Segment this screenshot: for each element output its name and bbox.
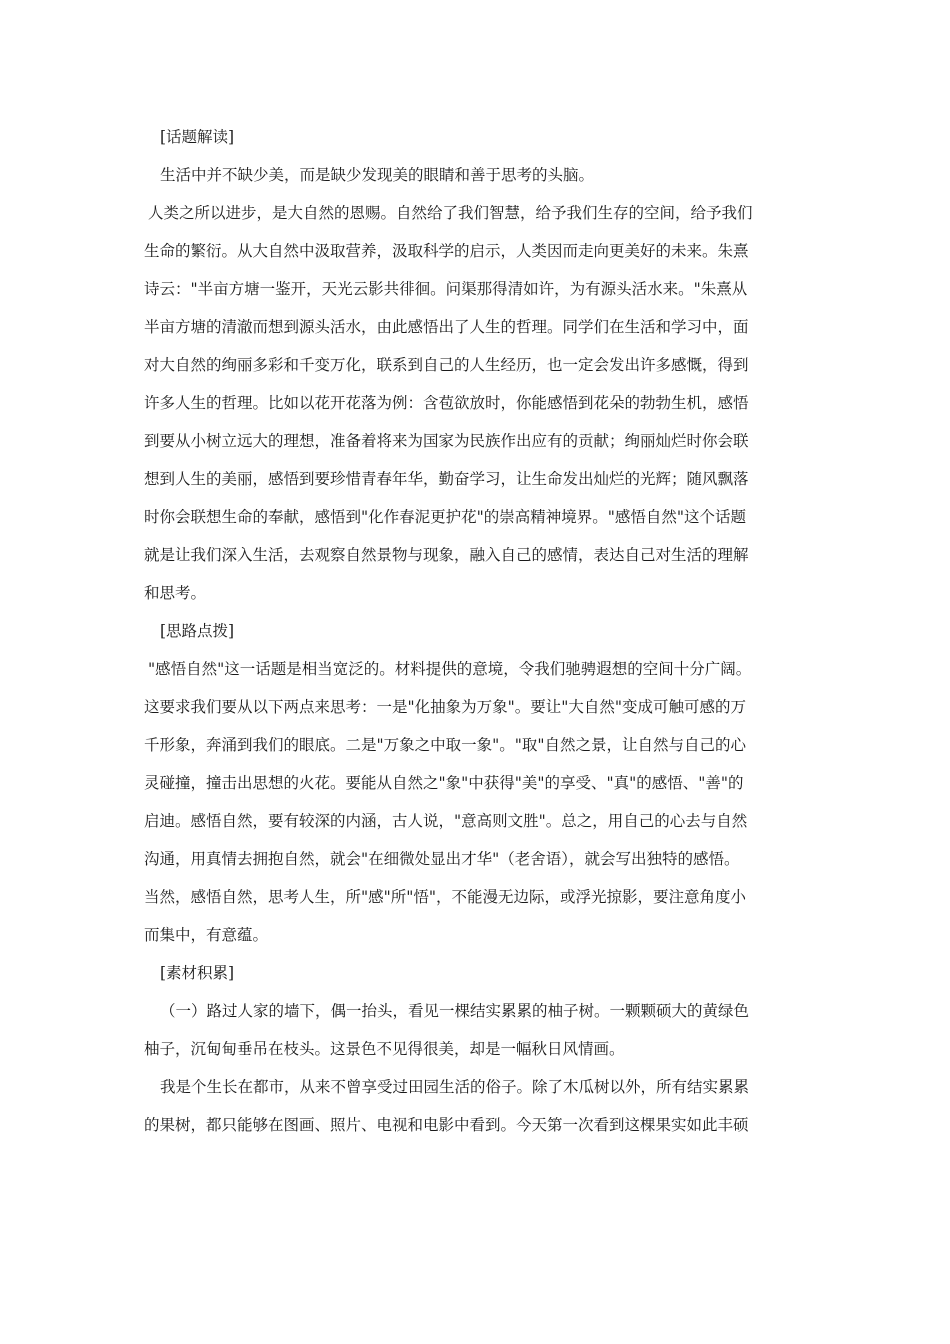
material-paragraph-2 (144, 1068, 812, 1144)
text-line: （一）路过人家的墙下，偶一抬头，看见一棵结实累累的柚子树。一颗颗硕大的黄绿色 (160, 1002, 750, 1020)
text-line: 人类之所以进步，是大自然的恩赐。自然给了我们智慧，给予我们生存的空间，给予我们 (148, 204, 753, 222)
text-line: 对大自然的绚丽多彩和千变万化，联系到自己的人生经历，也一定会发出许多感慨，得到 (144, 356, 749, 374)
text-line: 千形象，奔涌到我们的眼底。二是"万象之中取一象"。"取"自然之景，让自然与自己的心 (144, 736, 747, 754)
text-line: 时你会联想生命的奉献，感悟到"化作春泥更护花"的崇高精神境界。"感悟自然"这个话题 (144, 508, 747, 526)
text-line: 生命的繁衍。从大自然中汲取营养，汲取科学的启示，人类因而走向更美好的未来。朱熹 (144, 242, 749, 260)
text-line: 而集中，有意蕴。 (144, 926, 269, 944)
text-line: "感悟自然"这一话题是相当宽泛的。材料提供的意境，令我们驰骋遐想的空间十分广阔。 (148, 660, 752, 678)
document-body (144, 118, 812, 1144)
text-line: 启迪。感悟自然，要有较深的内涵，古人说，"意高则文胜"。总之，用自己的心去与自然 (144, 812, 748, 830)
topic-intro: 生活中并不缺少美，而是缺少发现美的眼睛和善于思考的头脑。 (160, 166, 595, 184)
text-line: 到要从小树立远大的理想，准备着将来为国家为民族作出应有的贡献；绚丽灿烂时你会联 (144, 432, 749, 450)
text-line: 的果树，都只能够在图画、照片、电视和电影中看到。今天第一次看到这棵果实如此丰硕 (144, 1116, 749, 1134)
text-line: 半亩方塘的清澈而想到源头活水，由此感悟出了人生的哲理。同学们在生活和学习中，面 (144, 318, 749, 336)
approach-paragraph (144, 650, 812, 954)
text-line: 许多人生的哲理。比如以花开花落为例：含苞欲放时，你能感悟到花朵的勃勃生机，感悟 (144, 394, 749, 412)
text-line: 沟通，用真情去拥抱自然，就会"在细微处显出才华"（老舍语），就会写出独特的感悟。 (144, 850, 740, 868)
section-heading-approach: [思路点拨] (160, 622, 235, 640)
text-line: 灵碰撞，撞击出思想的火花。要能从自然之"象"中获得"美"的享受、"真"的感悟、"善"的 (144, 774, 744, 792)
text-line: 柚子，沉甸甸垂吊在枝头。这景色不见得很美，却是一幅秋日风情画。 (144, 1040, 625, 1058)
text-line: 这要求我们要从以下两点来思考：一是"化抽象为万象"。要让"大自然"变成可触可感的万 (144, 698, 747, 716)
material-paragraph-1 (144, 992, 812, 1068)
text-line: 诗云："半亩方塘一鉴开，天光云影共徘徊。问渠那得清如许，为有源头活水来。"朱熹从 (144, 280, 748, 298)
text-line: 当然，感悟自然，思考人生，所"感"所"悟"，不能漫无边际，或浮光掠影，要注意角度小 (144, 888, 747, 906)
text-line: 想到人生的美丽，感悟到要珍惜青春年华，勤奋学习，让生命发出灿烂的光辉；随风飘落 (144, 470, 749, 488)
section-heading-topic: [话题解读] (160, 128, 235, 146)
topic-paragraph (144, 194, 812, 612)
text-line: 我是个生长在都市，从来不曾享受过田园生活的俗子。除了木瓜树以外，所有结实累累 (160, 1078, 750, 1096)
text-line: 和思考。 (144, 584, 207, 602)
section-heading-material: [素材积累] (160, 964, 235, 982)
text-line: 就是让我们深入生活，去观察自然景物与现象，融入自己的感情，表达自己对生活的理解 (144, 546, 749, 564)
